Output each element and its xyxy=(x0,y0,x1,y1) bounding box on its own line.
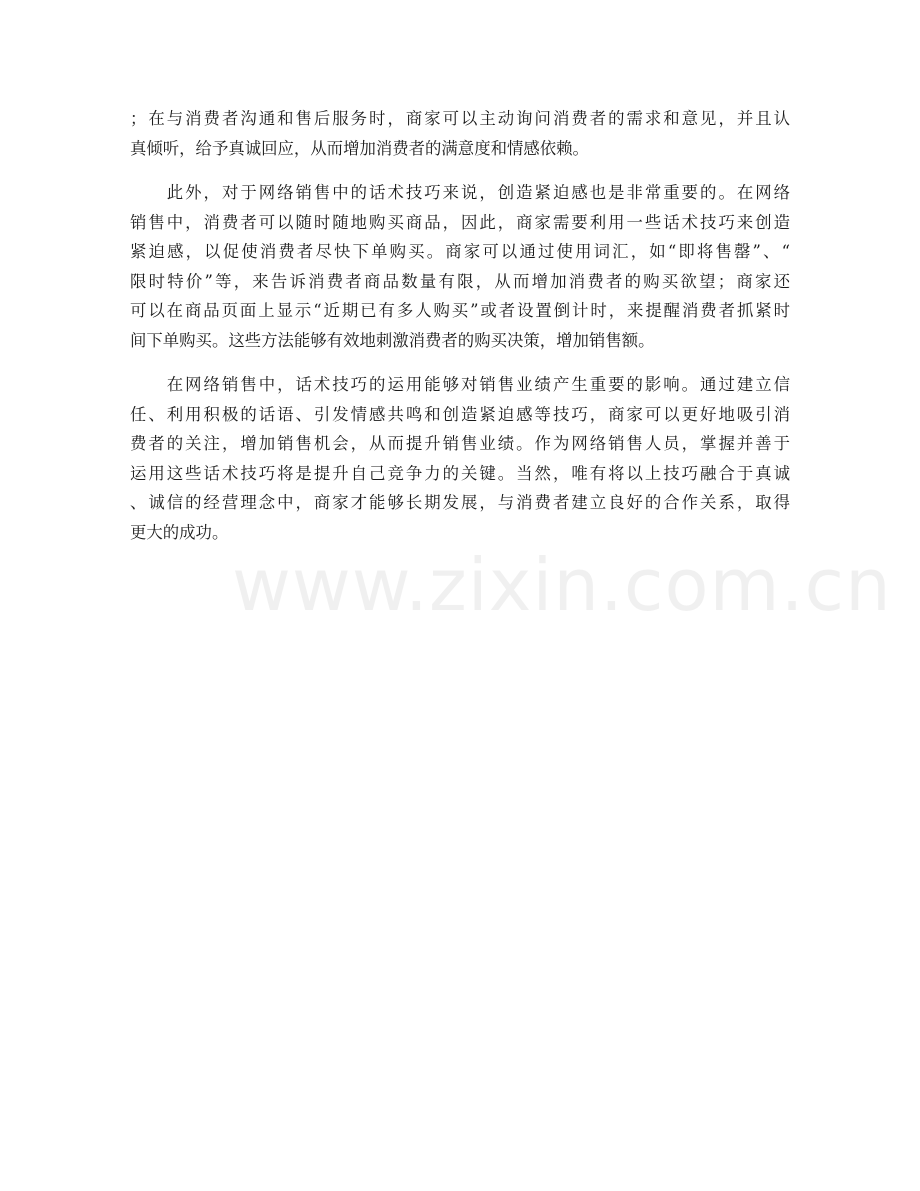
text-line: ；在与消费者沟通和售后服务时，商家可以主动询问消费者的需求和意见，并且认 xyxy=(130,109,790,128)
text-line: 任、利用积极的话语、引发情感共鸣和创造紧迫感等技巧，商家可以更好地吸引消 xyxy=(130,404,790,424)
text-line: 费者的关注，增加销售机会，从而提升销售业绩。作为网络销售人员，掌握并善于 xyxy=(130,434,790,453)
text-line: 紧迫感，以促使消费者尽快下单购买。商家可以通过使用词汇，如“即将售罄”、“ xyxy=(130,242,790,261)
text-line: 销售中，消费者可以随时随地购买商品，因此，商家需要利用一些话术技巧来创造 xyxy=(130,212,790,232)
text-line: 在网络销售中，话术技巧的运用能够对销售业绩产生重要的影响。通过建立信 xyxy=(130,375,790,394)
text-line: 可以在商品页面上显示“近期已有多人购买”或者设置倒计时，来提醒消费者抓紧时 xyxy=(130,301,790,320)
text-line: 间下单购买。这些方法能够有效地刺激消费者的购买决策，增加销售额。 xyxy=(130,330,655,350)
watermark: www.zixin.com.cn xyxy=(232,543,892,627)
paragraph-1 xyxy=(130,104,790,163)
text-line: 限时特价”等，来告诉消费者商品数量有限，从而增加消费者的购买欲望；商家还 xyxy=(130,271,790,291)
paragraph-2 xyxy=(130,178,790,355)
paragraph-3 xyxy=(130,370,790,547)
document-body xyxy=(130,104,790,562)
text-line: 此外，对于网络销售中的话术技巧来说，创造紧迫感也是非常重要的。在网络 xyxy=(130,183,790,202)
text-line: 真倾听，给予真诚回应，从而增加消费者的满意度和情感依赖。 xyxy=(130,138,589,158)
text-line: 、诚信的经营理念中，商家才能够长期发展，与消费者建立良好的合作关系，取得 xyxy=(130,493,790,512)
text-line: 更大的成功。 xyxy=(130,522,229,542)
text-line: 运用这些话术技巧将是提升自己竞争力的关键。当然，唯有将以上技巧融合于真诚 xyxy=(130,463,790,483)
